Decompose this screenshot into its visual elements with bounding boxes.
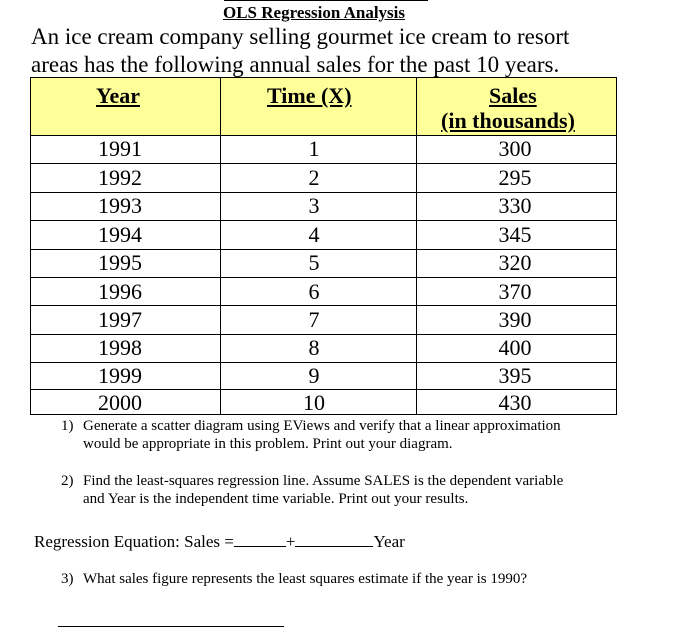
row-divider — [31, 305, 616, 306]
sales-table — [30, 77, 617, 415]
row-divider — [31, 277, 616, 278]
question-text: and Year is the independent time variable. Print out your results. — [83, 491, 469, 507]
cell-year: 1993 — [98, 193, 142, 218]
cell-year: 1995 — [98, 250, 142, 275]
table-header — [31, 78, 616, 136]
slope-blank[interactable] — [295, 532, 373, 547]
cell-sales: 370 — [498, 279, 532, 304]
answer-blank[interactable] — [58, 626, 284, 627]
equation-label: Regression Equation: Sales = — [34, 532, 234, 551]
header-year: Year — [96, 83, 140, 108]
cell-sales: 395 — [498, 363, 532, 388]
cell-time: 6 — [308, 279, 320, 304]
cell-time: 3 — [308, 193, 320, 218]
cell-sales: 390 — [498, 307, 532, 332]
question-text: Generate a scatter diagram using EViews and verify that a linear approximation — [83, 418, 561, 434]
header-sales: Sales — [489, 83, 537, 108]
question-text: Find the least-squares regression line. Assume SALES is the dependent variable — [83, 473, 564, 489]
cell-sales: 330 — [498, 193, 532, 218]
cell-year: 1996 — [98, 279, 142, 304]
cell-year: 1994 — [98, 222, 142, 247]
cell-time: 8 — [308, 335, 320, 360]
equation-plus: + — [285, 532, 296, 551]
intercept-blank[interactable] — [234, 532, 286, 547]
question-text: What sales figure represents the least squares estimate if the year is 1990? — [83, 571, 528, 587]
cell-sales: 430 — [498, 390, 532, 415]
cell-time: 9 — [308, 363, 320, 388]
cell-year: 1999 — [98, 363, 142, 388]
regression-equation — [34, 532, 405, 552]
question-number: 1) — [61, 418, 74, 434]
cell-sales: 300 — [498, 136, 532, 161]
cell-year: 2000 — [98, 390, 142, 415]
page-title: OLS Regression Analysis — [223, 3, 406, 22]
cell-time: 7 — [308, 307, 320, 332]
cell-time: 5 — [308, 250, 320, 275]
column-divider — [416, 78, 417, 414]
intro-line-2: areas has the following annual sales for the past 10 years. — [31, 52, 560, 77]
cell-sales: 320 — [498, 250, 532, 275]
cell-time: 1 — [308, 136, 320, 161]
row-divider — [31, 220, 616, 221]
question-number: 2) — [61, 473, 74, 489]
cell-sales: 295 — [498, 165, 532, 190]
cell-sales: 345 — [498, 222, 532, 247]
cell-year: 1992 — [98, 165, 142, 190]
cell-year: 1998 — [98, 335, 142, 360]
cell-year: 1997 — [98, 307, 142, 332]
equation-suffix: Year — [373, 532, 405, 551]
question-text: would be appropriate in this problem. Print out your diagram. — [83, 436, 453, 452]
column-divider — [220, 78, 221, 414]
cell-sales: 400 — [498, 335, 532, 360]
row-divider — [31, 163, 616, 164]
cell-time: 2 — [308, 165, 320, 190]
intro-line-1: An ice cream company selling gourmet ice cream to resort — [31, 24, 570, 49]
title-rule — [224, 0, 428, 1]
header-sales-units: (in thousands) — [441, 108, 575, 133]
cell-time: 4 — [308, 222, 320, 247]
cell-year: 1991 — [98, 136, 142, 161]
question-number: 3) — [61, 571, 74, 587]
cell-time: 10 — [303, 390, 325, 415]
header-time: Time (X) — [267, 83, 352, 108]
